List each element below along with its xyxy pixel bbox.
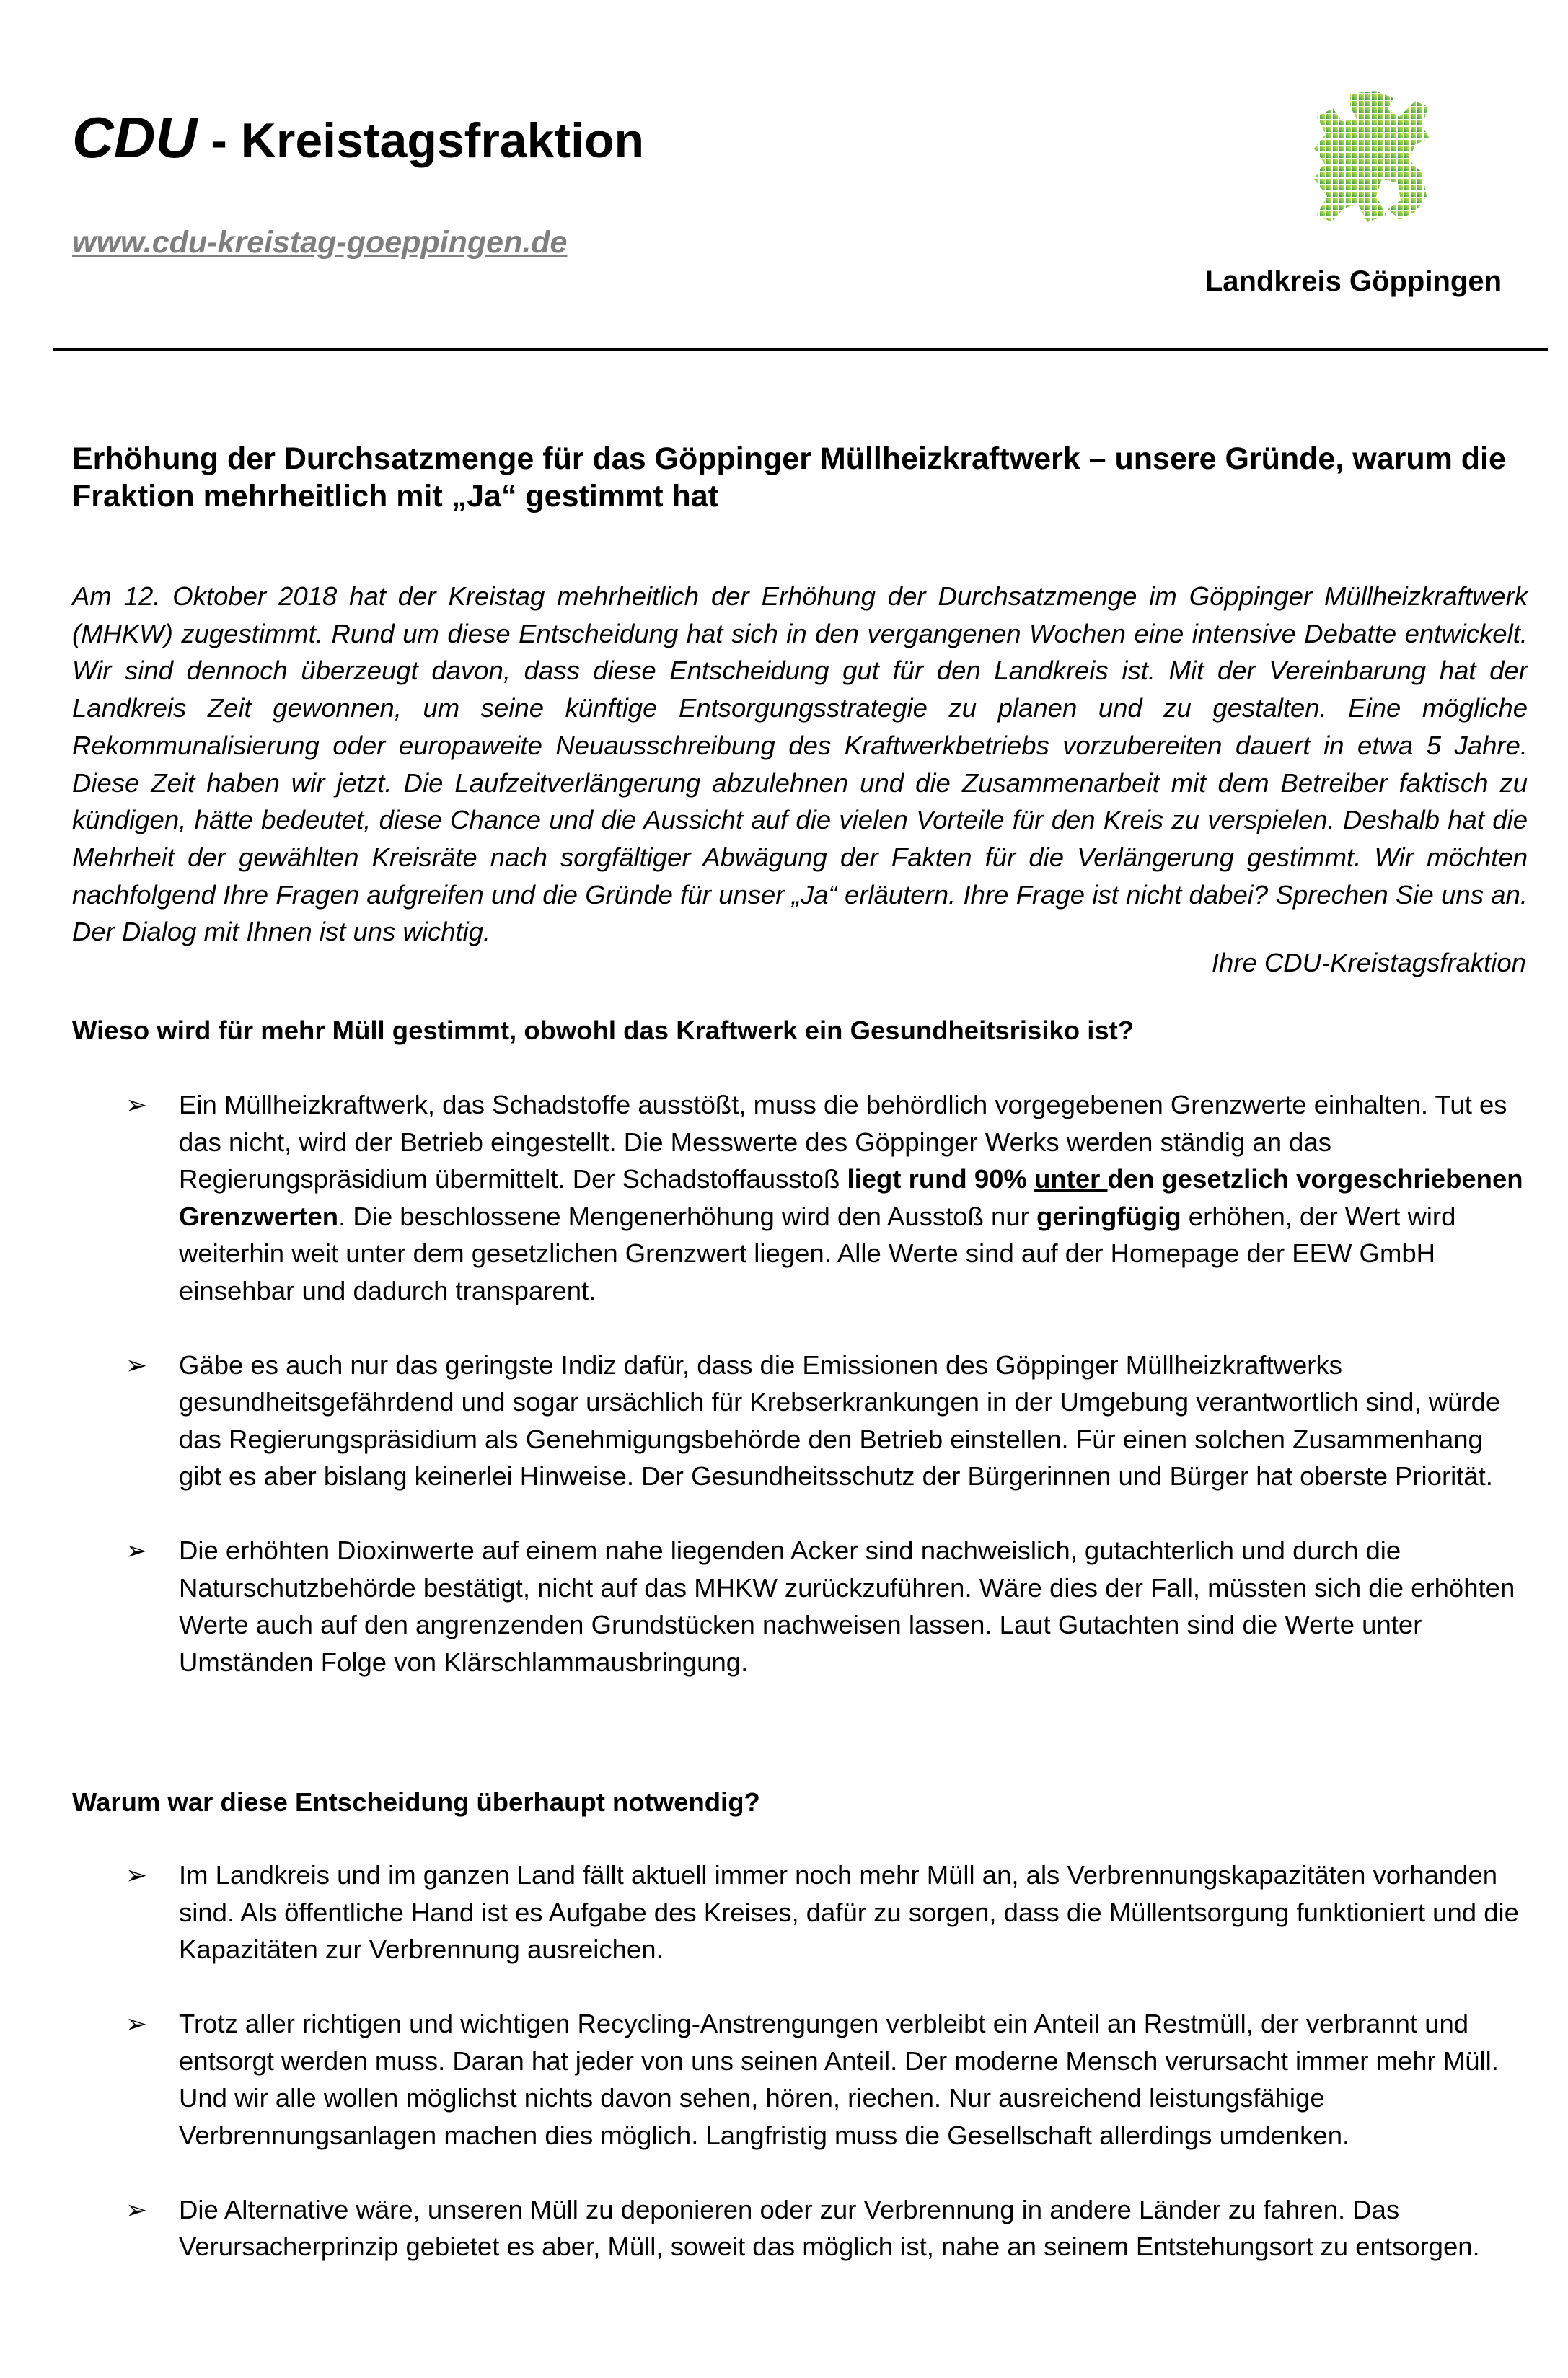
answer-list-necessity [0,1857,1528,2265]
arrow-bullet-icon: ➢ [125,1536,148,1565]
title-text: Kreistagsfraktion [240,113,645,168]
list-item [0,2191,1528,2265]
question-necessity: Warum war diese Entscheidung überhaupt notwendig? [72,1787,760,1817]
bullet-text [179,1090,1523,1305]
district-name: Landkreis Göppingen [1204,265,1502,297]
arrow-bullet-icon: ➢ [125,2194,148,2224]
bold-run: liegt rund 90% [847,1164,1035,1194]
bullet-text: Gäbe es auch nur das geringste Indiz dafür, dass die Emissionen des Göppinger Müllheizkraftwerks gesundheitsgefährdend und sogar ursächlich für Krebserkrankungen in der Umgebung verantwortlich sind, würde das Regierungspräsidium als Genehmigungsbehörde den Betrieb einstellen. Für einen solchen Zusammenhang gibt es aber bislang keinerlei Hinweise. Der Gesundheitsschutz der Bürgerinnen und Bürger hat oberste Priorität. [179,1349,1501,1491]
bullet-text: Die Alternative wäre, unseren Müll zu deponieren oder zur Verbrennung in andere Länder zu fahren. Das Verursacherprinzip gebietet es aber, Müll, soweit das möglich ist, nahe an seinem Entstehungsort zu entsorgen. [179,2194,1480,2261]
intro-paragraph: Am 12. Oktober 2018 hat der Kreistag mehrheitlich der Erhöhung der Durchsatzmenge im Göppinger Müllheizkraftwerk (MHKW) zugestimmt. Rund um diese Entscheidung hat sich in den vergangenen Wochen eine intensive Debatte entwickelt. Wir sind dennoch überzeugt davon, dass diese Entscheidung gut für den Landkreis ist. Mit der Vereinbarung hat der Landkreis Zeit gewonnen, um seine künftige Entsorgungsstrategie zu planen und zu gestalten. Eine mögliche Rekommunalisierung oder europaweite Neuausschreibung des Kraftwerkbetriebs vorzubereiten dauert in etwa 5 Jahre. Diese Zeit haben wir jetzt. Die Laufzeitverlängerung abzulehnen und die Zusammenarbeit mit dem Betreiber faktisch zu kündigen, hätte bedeutet, diese Chance und die Aussicht auf die vielen Vorteile für den Kreis zu verspielen. Deshalb hat die Mehrheit der gewählten Kreisräte nach sorgfältiger Abwägung der Fakten für die Verlängerung gestimmt. Wir möchten nachfolgend Ihre Fragen aufgreifen und die Gründe für unser „Ja“ erläutern. Ihre Frage ist nicht dabei? Sprechen Sie uns an. Der Dialog mit Ihnen ist uns wichtig. [72,581,1528,947]
party-name: CDU [72,105,198,169]
underlined-bold-run: unter [1034,1164,1108,1194]
arrow-bullet-icon: ➢ [125,2009,148,2038]
text-run: Ein Müllheizkraftwerk, das Schadstoffe ausstößt, muss die behördlich vorgegebenen Grenzwerte einhalten. Tut es das nicht, wird der Betrieb eingestellt. Die Messwerte des Göppinger Werks werden ständig an das Regierungspräsidium übermittelt. Der Schadstoffausstoß [179,1090,1507,1194]
bullet-text: Trotz aller richtigen und wichtigen Recycling-Anstrengungen verbleibt ein Anteil an Restmüll, der verbrannt und entsorgt werden muss. Daran hat jeder von uns seinen Anteil. Der moderne Mensch verursacht immer mehr Müll. Und wir alle wollen möglichst nichts davon sehen, hören, riechen. Nur ausreichend leistungsfähige Verbrennungsanlagen machen dies möglich. Langfristig muss die Gesellschaft allerdings umdenken. [179,2009,1499,2150]
bullet-text: Die erhöhten Dioxinwerte auf einem nahe liegenden Acker sind nachweislich, gutachterlich und durch die Naturschutzbehörde bestätigt, nicht auf das MHKW zurückzuführen. Wäre dies der Fall, müssten sich die erhöhten Werte auch auf den angrenzenden Grundstücken nachweisen lassen. Laut Gutachten sind die Werte unter Umständen Folge von Klärschlammausbringung. [179,1536,1515,1677]
answer-list-health [0,1086,1528,1681]
list-item [0,1857,1528,1968]
bold-run: geringfügig [1036,1201,1181,1231]
arrow-bullet-icon: ➢ [125,1090,148,1119]
bold-run: den gesetzlich vorgeschriebenen Grenzwerten [179,1164,1523,1231]
text-run: erhöhen, der Wert wird weiterhin weit unter dem gesetzlichen Grenzwert liegen. Alle Werte sind auf der Homepage der EEW GmbH einsehbar und dadurch transparent. [179,1201,1456,1305]
list-item [0,2005,1528,2154]
website-link[interactable]: www.cdu-kreistag-goeppingen.de [72,225,568,260]
question-health-risk: Wieso wird für mehr Müll gestimmt, obwohl das Kraftwerk ein Gesundheitsrisiko ist? [72,1016,1135,1045]
header-title [72,105,644,171]
list-item [0,1086,1528,1309]
header-divider [53,348,1548,351]
bullet-text: Im Landkreis und im ganzen Land fällt aktuell immer noch mehr Müll an, als Verbrennungskapazitäten vorhanden sind. Als öffentliche Hand ist es Aufgabe des Kreises, dafür zu sorgen, dass die Müllentsorgung funktioniert und die Kapazitäten zur Verbrennung ausreichen. [179,1860,1519,1964]
text-run: . Die beschlossene Mengenerhöhung wird den Ausstoß nur [338,1201,1036,1231]
landkreis-lion-logo-icon [1307,88,1433,225]
document-title: Erhöhung der Durchsatzmenge für das Göppinger Müllheizkraftwerk – unsere Gründe, warum die Fraktion mehrheitlich mit „Ja“ gestimmt hat [72,441,1506,514]
title-separator: - [197,113,241,168]
arrow-bullet-icon: ➢ [125,1349,148,1380]
signature: Ihre CDU-Kreistagsfraktion [1211,948,1526,977]
list-item [0,1347,1528,1495]
list-item [0,1532,1528,1681]
arrow-bullet-icon: ➢ [125,1860,148,1890]
